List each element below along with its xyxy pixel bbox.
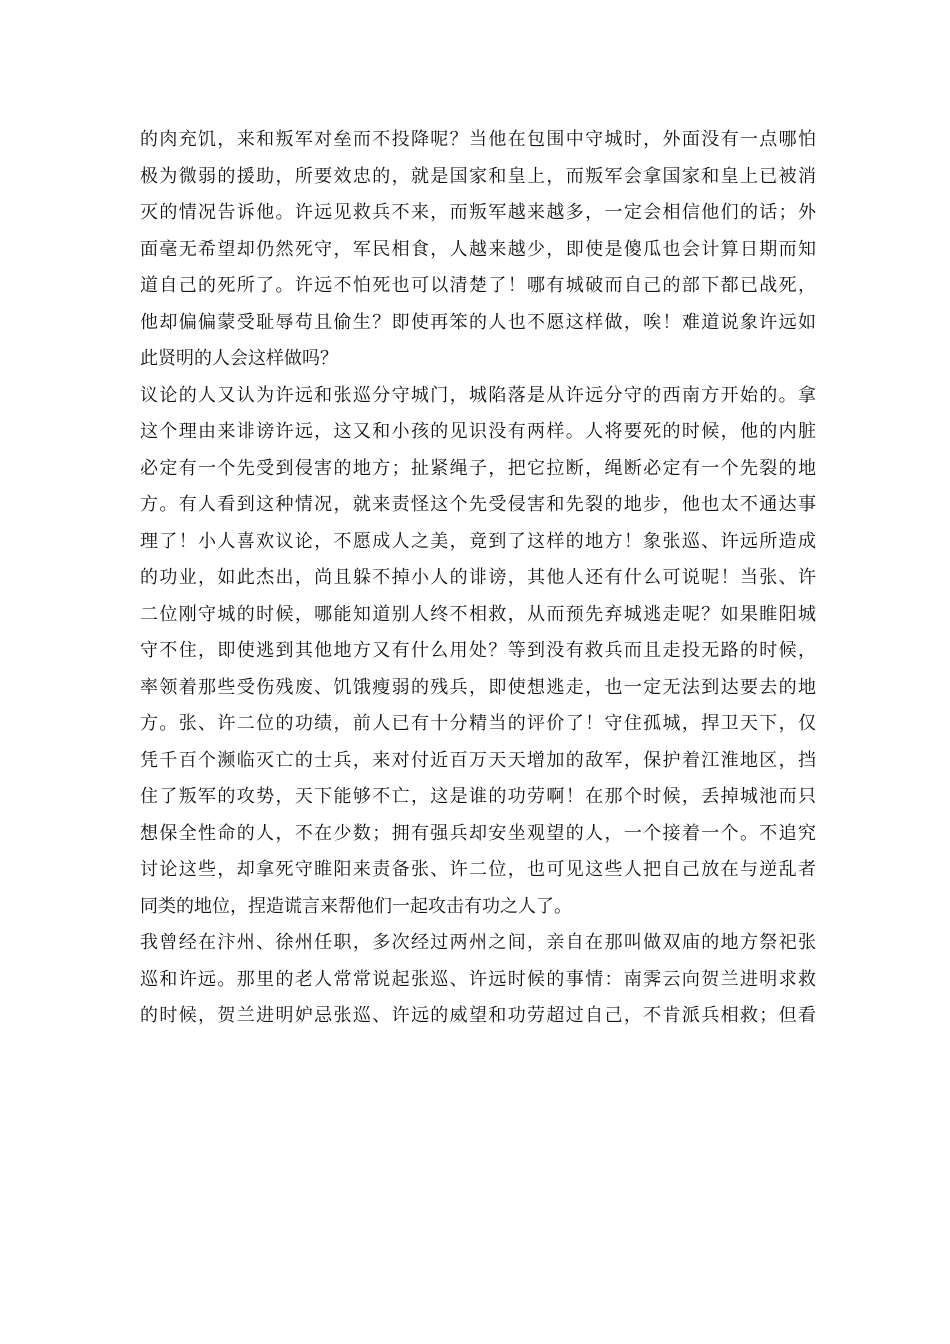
- text-line: 守不住，即使逃到其他地方又有什么用处？等到没有救兵而且走投无路的时候，: [140, 640, 816, 661]
- text-line: 凭千百个濒临灭亡的士兵，来对付近百万天天增加的敌军，保护着江淮地区，挡: [140, 749, 816, 771]
- text-line: 率领着那些受伤残废、饥饿瘦弱的残兵，即使想逃走，也一定无法到达要去的地: [140, 676, 816, 698]
- text-line: 二位刚守城的时候，哪能知道别人终不相救，从而预先弃城逃走呢？如果睢阳城: [140, 603, 816, 625]
- text-line: 这个理由来诽谤许远，这又和小孩的见识没有两样。人将要死的时候，他的内脏: [140, 421, 816, 442]
- text-line: 同类的地位，捏造谎言来帮他们一起攻击有功之人了。: [140, 895, 572, 917]
- text-line: 巡和许远。那里的老人常常说起张巡、许远时候的事情：南霁云向贺兰进明求救: [140, 968, 816, 990]
- text-line: 必定有一个先受到侵害的地方；扯紧绳子，把它拉断，绳断必定有一个先裂的地: [140, 457, 816, 479]
- paragraph-2: [140, 378, 816, 926]
- text-line: 他却偏偏蒙受耻辱苟且偷生？即使再笨的人也不愿这样做，唉！难道说象许远如: [140, 311, 816, 333]
- text-line: 面毫无希望却仍然死守，军民相食，人越来越少，即使是傻瓜也会计算日期而知: [140, 238, 816, 260]
- text-line: 的功业，如此杰出，尚且躲不掉小人的诽谤，其他人还有什么可说呢！当张、许: [140, 567, 816, 588]
- text-line: 方。张、许二位的功绩，前人已有十分精当的评价了！守住孤城，捍卫天下，仅: [140, 713, 816, 734]
- text-line: 理了！小人喜欢议论，不愿成人之美，竟到了这样的地方！象张巡、许远所造成: [140, 530, 816, 552]
- text-line: 我曾经在汴州、徐州任职，多次经过两州之间，亲自在那叫做双庙的地方祭祀张: [140, 932, 816, 953]
- text-line: 方。有人看到这种情况，就来责怪这个先受侵害和先裂的地步，他也太不通达事: [140, 494, 816, 515]
- paragraph-1: [140, 122, 816, 378]
- text-line: 想保全性命的人，不在少数；拥有强兵却安坐观望的人，一个接着一个。不追究: [140, 822, 816, 844]
- text-line: 的时候，贺兰进明妒忌张巡、许远的威望和功劳超过自己，不肯派兵相救；但看: [140, 1005, 816, 1026]
- text-line: 道自己的死所了。许远不怕死也可以清楚了！哪有城破而自己的部下都已战死，: [140, 275, 816, 296]
- text-line: 住了叛军的攻势，天下能够不亡，这是谁的功劳啊！在那个时候，丢掉城池而只: [140, 786, 816, 807]
- text-line: 讨论这些，却拿死守睢阳来责备张、许二位，也可见这些人把自己放在与逆乱者: [140, 859, 816, 880]
- text-line: 灭的情况告诉他。许远见救兵不来，而叛军越来越多，一定会相信他们的话；外: [140, 202, 816, 223]
- text-line: 极为微弱的援助，所要效忠的，就是国家和皇上，而叛军会拿国家和皇上已被消: [140, 165, 816, 187]
- paragraph-3: [140, 925, 816, 1035]
- body-text: [140, 122, 816, 1035]
- text-line: 的肉充饥，来和叛军对垒而不投降呢？当他在包围中守城时，外面没有一点哪怕: [140, 129, 816, 150]
- text-line: 此贤明的人会这样做吗？: [140, 348, 338, 369]
- text-line: 议论的人又认为许远和张巡分守城门，城陷落是从许远分守的西南方开始的。拿: [140, 384, 816, 406]
